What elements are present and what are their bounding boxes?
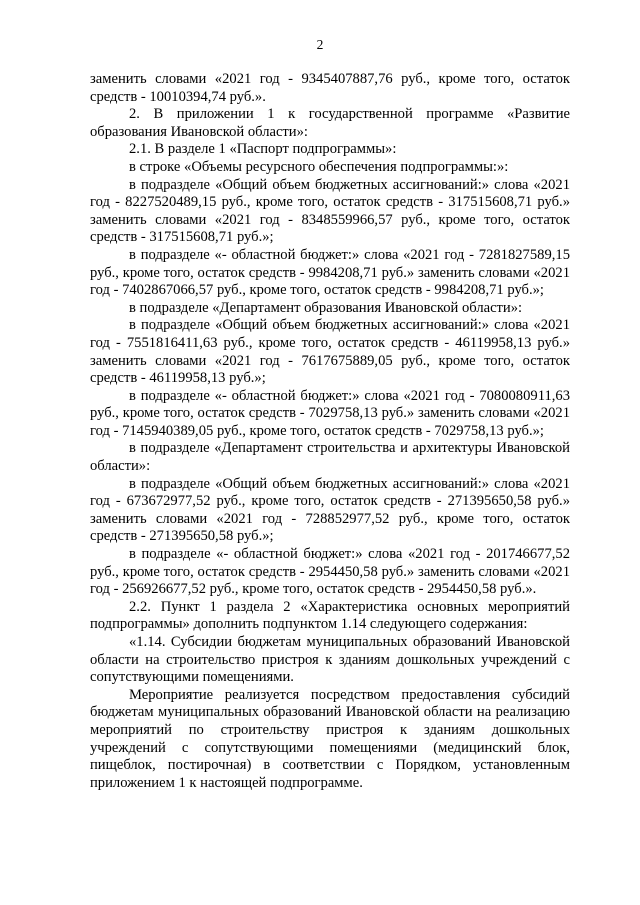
paragraph-9: в подразделе «- областной бюджет:» слова «2021 год - 7080080911,63 руб., кроме того, остаток средств - 7029758,13 руб.» заменить словами «2021 год - 7145940389,05 руб., кроме того, остаток средств - 7029758,13 руб.»; [90,387,570,439]
paragraph-15: Мероприятие реализуется посредством предоставления субсидий бюджетам муниципальных образований Ивановской области на реализацию мероприятий по строительству пристроя к зданиям дошкольных учреждений с сопутствующими помещениями (медицинский блок, пищеблок, постирочная) в соответствии с Порядком, установленным приложением 1 к настоящей подпрограмме. [90,686,570,791]
paragraph-4: в строке «Объемы ресурсного обеспечения подпрограммы:»: [129,158,509,175]
paragraph-10: в подразделе «Департамент строительства и архитектуры Ивановской области»: [90,440,570,475]
paragraph-2: 2. В приложении 1 к государственной программе «Развитие образования Ивановской области»: [90,106,570,140]
paragraph-7: в подразделе «Департамент образования Ивановской области»: [129,299,523,316]
paragraph-14: «1.14. Субсидии бюджетам муниципальных образований Ивановской области на строительство пристроя к зданиям дошкольных учреждений с сопутствующими помещениями. [90,634,570,686]
paragraph-6: в подразделе «- областной бюджет:» слова «2021 год - 7281827589,15 руб., кроме того, остаток средств - 9984208,71 руб.» заменить словами «2021 год - 7402867066,57 руб., кроме того, остаток средств - 9984208,71 руб.»; [90,246,570,299]
paragraph-11: в подразделе «Общий объем бюджетных ассигнований:» слова «2021 год - 673672977,52 руб., кроме того, остаток средств - 271395650,58 руб.» заменить словами «2021 год - 728852977,52 руб., кроме того, остаток средств - 271395650,58 руб.»; [90,475,570,545]
paragraph-3: 2.1. В разделе 1 «Паспорт подпрограммы»: [129,141,397,158]
paragraph-13: 2.2. Пункт 1 раздела 2 «Характеристика основных мероприятий подпрограммы» дополнить подпунктом 1.14 следующего содержания: [90,598,570,633]
paragraph-8: в подразделе «Общий объем бюджетных ассигнований:» слова «2021 год - 7551816411,63 руб., кроме того, остаток средств - 46119958,13 руб.» заменить словами «2021 год - 7617675889,05 руб., кроме того, остаток средств - 46119958,13 руб.»; [90,317,570,387]
document-body [90,71,570,792]
paragraph-5: в подразделе «Общий объем бюджетных ассигнований:» слова «2021 год - 8227520489,15 руб., кроме того, остаток средств - 317515608,71 руб.» заменить словами «2021 год - 8348559966,57 руб., кроме того, остаток средств - 317515608,71 руб.»; [90,176,570,246]
paragraph-1: заменить словами «2021 год - 9345407887,76 руб., кроме того, остаток средств - 10010394,74 руб.». [90,71,570,105]
page-number: 2 [316,37,324,52]
paragraph-12: в подразделе «- областной бюджет:» слова «2021 год - 201746677,52 руб., кроме того, остаток средств - 2954450,58 руб.» заменить словами «2021 год - 256926677,52 руб., кроме того, остаток средств - 2954450,58 руб.». [90,546,570,598]
